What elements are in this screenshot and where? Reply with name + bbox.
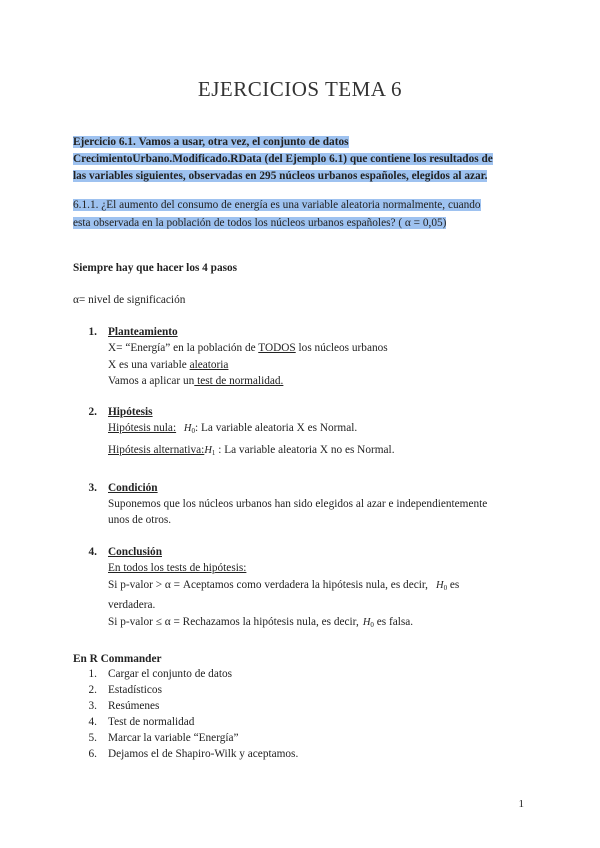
step-line	[108, 579, 459, 592]
step-line: Suponemos que los núcleos urbanos han sido elegidos al azar e independientemente	[108, 498, 488, 510]
list-text: Resúmenes	[108, 700, 160, 712]
exercise-line: CrecimientoUrbano.Modificado.RData (del Ejemplo 6.1) que contiene los resultados de	[73, 153, 493, 165]
list-number: 6.	[88, 748, 97, 760]
symbol: H	[204, 445, 212, 456]
alt-hypothesis	[108, 444, 395, 457]
step-line: unos de otros.	[108, 514, 172, 526]
label: Hipótesis nula:	[108, 422, 177, 434]
text: es	[447, 579, 460, 591]
list-number: 3.	[88, 700, 97, 712]
exercise-statement	[73, 134, 493, 185]
steps-heading: Siempre hay que hacer los 4 pasos	[73, 262, 238, 274]
underlined-text: TODOS	[258, 342, 296, 354]
question	[73, 196, 481, 232]
text: : La variable aleatoria X es Normal.	[195, 422, 358, 434]
text: Vamos a aplicar un	[108, 375, 195, 387]
step-heading: Hipótesis	[108, 406, 153, 418]
list-number: 5.	[88, 732, 97, 744]
list-text: Cargar el conjunto de datos	[108, 668, 233, 680]
step-heading: Condición	[108, 482, 158, 494]
list-text: Marcar la variable “Energía”	[108, 732, 239, 744]
step-heading: Planteamiento	[108, 326, 178, 338]
text: los núcleos urbanos	[295, 342, 388, 354]
subscript: 0	[191, 427, 196, 435]
exercise-line: Ejercicio 6.1. Vamos a usar, otra vez, el conjunto de datos	[73, 136, 349, 148]
list-text: Test de normalidad	[108, 716, 195, 728]
step-number: 4.	[88, 546, 97, 558]
list-number: 4.	[88, 716, 97, 728]
subscript: 0	[443, 584, 448, 592]
question-line: esta observada en la población de todos los núcleos urbanos españoles? ( α = 0,05)	[73, 217, 447, 229]
step-subheading: En todos los tests de hipótesis:	[108, 562, 247, 574]
subscript: 0	[370, 621, 374, 629]
list-text: Dejamos el de Shapiro-Wilk y aceptamos.	[108, 748, 299, 760]
list-number: 1.	[88, 668, 97, 680]
label: Hipótesis alternativa:	[108, 444, 205, 456]
step-line	[108, 375, 283, 387]
text: es falsa.	[373, 616, 414, 628]
text: X= “Energía” en la población de	[108, 342, 259, 354]
list-text: Estadísticos	[108, 684, 162, 696]
step-line: verdadera.	[108, 599, 156, 611]
step-number: 1.	[88, 326, 97, 338]
symbol: H	[183, 423, 192, 434]
step-line	[108, 359, 228, 371]
subscript: 1	[211, 449, 216, 457]
symbol: H	[362, 617, 371, 628]
step-number: 3.	[88, 482, 97, 494]
null-hypothesis	[108, 422, 357, 435]
list-number: 2.	[88, 684, 97, 696]
step-heading: Conclusión	[108, 546, 162, 558]
step-number: 2.	[88, 406, 97, 418]
page-title: EJERCICIOS TEMA 6	[197, 77, 403, 101]
underlined-text: test de normalidad.	[194, 375, 284, 387]
alpha-definition: α= nivel de significación	[73, 294, 186, 306]
text: Si p-valor > α = Aceptamos como verdadera la hipótesis nula, es decir,	[108, 579, 428, 591]
rcommander-heading: En R Commander	[73, 653, 162, 665]
underlined-text: aleatoria	[189, 359, 229, 371]
step-line	[108, 616, 413, 629]
page-number: 1	[518, 798, 524, 810]
exercise-line: las variables siguientes, observadas en 295 núcleos urbanos españoles, elegidos al azar.	[73, 170, 488, 182]
symbol: H	[436, 580, 444, 591]
step-line	[108, 342, 388, 354]
question-line: 6.1.1. ¿El aumento del consumo de energía es una variable aleatoria normalmente, cuando	[73, 199, 481, 211]
text: Si p-valor ≤ α = Rechazamos la hipótesis nula, es decir,	[108, 616, 359, 628]
text: X es una variable	[108, 359, 190, 371]
text: : La variable aleatoria X no es Normal.	[215, 444, 395, 456]
